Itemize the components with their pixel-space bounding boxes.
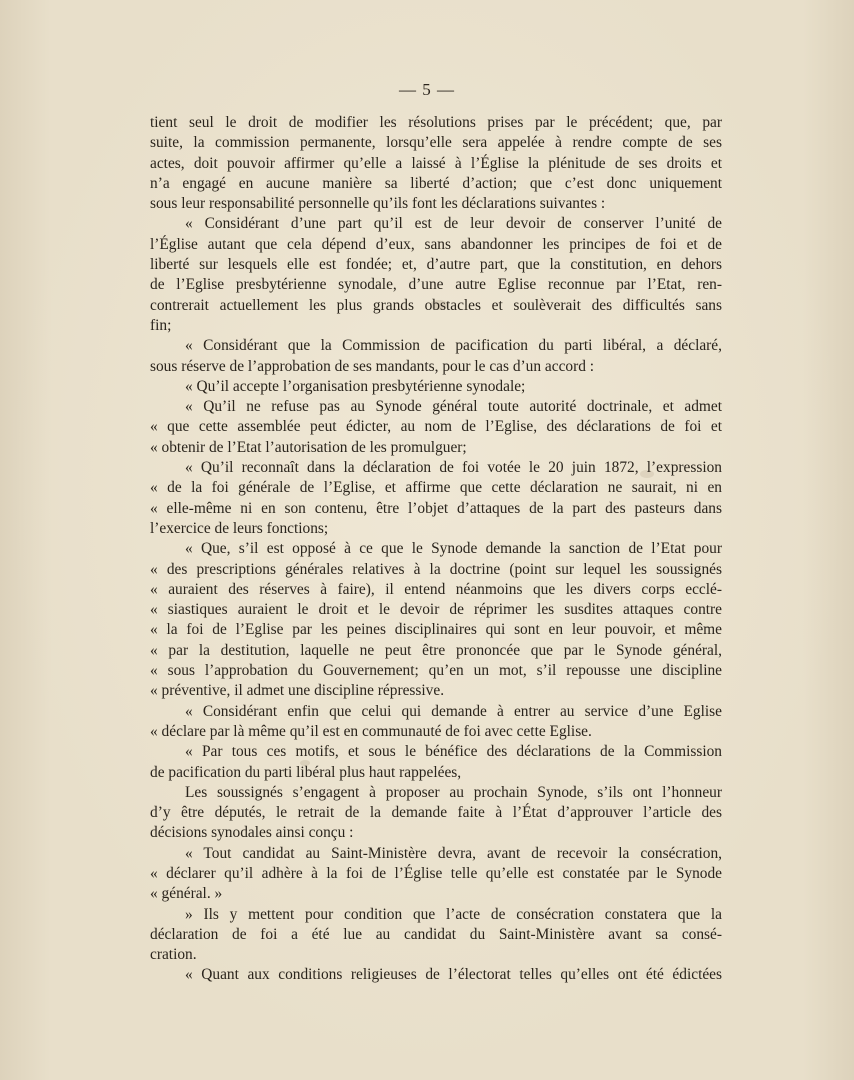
text-line: « Par tous ces motifs, et sous le bénéfice des déclarations de la Commission: [185, 743, 722, 761]
text-line: « elle-même ni en son contenu, être l’objet d’attaques de la part des pasteurs dans: [150, 499, 722, 517]
text-line: sous leur responsabilité personnelle qu’ils font les déclarations suivantes :: [150, 195, 606, 213]
text-line: n’a engagé en aucune manière sa liberté d’action; que c’est donc uniquement: [150, 174, 722, 192]
text-line: l’Église autant que cela dépend d’eux, sans abandonner les principes de foi et de: [150, 235, 722, 253]
text-line: « Quant aux conditions religieuses de l’électorat telles qu’elles ont été édictées: [185, 966, 722, 984]
text-line: « par la destitution, laquelle ne peut être prononcée que par le Synode général,: [150, 641, 722, 659]
text-line: « Tout candidat au Saint-Ministère devra, avant de recevoir la consécration,: [185, 844, 722, 862]
text-line: l’exercice de leurs fonctions;: [150, 519, 329, 537]
text-line: « Qu’il ne refuse pas au Synode général toute autorité doctrinale, et admet: [185, 398, 722, 416]
text-line: « Considérant d’une part qu’il est de leur devoir de conserver l’unité de: [185, 215, 722, 233]
text-line: « siastiques auraient le droit et le devoir de réprimer les susdites attaques contre: [150, 601, 722, 619]
text-line: tient seul le droit de modifier les résolutions prises par le précédent; que, par: [150, 114, 722, 131]
text-line: « auraient des réserves à faire), il entend néanmoins que les divers corps ecclé-: [150, 580, 722, 598]
text-line: « Que, s’il est opposé à ce que le Synode demande la sanction de l’Etat pour: [185, 540, 722, 558]
text-line: de pacification du parti libéral plus haut rappelées,: [150, 763, 462, 781]
text-line: » Ils y mettent pour condition que l’acte de consécration constatera que la: [185, 905, 722, 923]
text-line: déclaration de foi a été lue au candidat du Saint-Ministère avant sa consé-: [150, 925, 722, 943]
text-line: d’y être députés, le retrait de la demande faite à l’État d’approuver l’article des: [150, 804, 722, 822]
text-line: « sous l’approbation du Gouvernement; qu’en un mot, s’il repousse une discipline: [150, 662, 722, 680]
text-line: contrerait actuellement les plus grands obstacles et soulèverait des difficultés sans: [150, 296, 722, 314]
text-line: de l’Eglise presbytérienne synodale, d’une autre Eglise reconnue par l’Etat, ren-: [150, 276, 722, 294]
text-line: actes, doit pouvoir affirmer qu’elle a laissé à l’Église la plénitude de ses droits et: [150, 154, 722, 172]
text-line: liberté sur lesquels elle est fondée; et, d’autre part, que la constitution, en dehors: [150, 256, 722, 274]
text-line: « déclarer qu’il adhère à la foi de l’Église telle qu’elle est constatée par le Synode: [150, 864, 722, 882]
text-line: suite, la commission permanente, lorsqu’elle sera appelée à rendre compte de ses: [150, 134, 722, 152]
text-line: « de la foi générale de l’Eglise, et affirme que cette déclaration ne saurait, ni en: [150, 479, 722, 497]
text-line: fin;: [150, 316, 172, 334]
body-text: [150, 113, 722, 986]
text-line: « Qu’il reconnaît dans la déclaration de foi votée le 20 juin 1872, l’expression: [185, 459, 722, 477]
text-line: « obtenir de l’Etat l’autorisation de les promulguer;: [150, 438, 467, 456]
text-line: décisions synodales ainsi conçu :: [150, 824, 354, 842]
text-line: « général. »: [150, 885, 223, 903]
text-line: Les soussignés s’engagent à proposer au prochain Synode, s’ils ont l’honneur: [185, 783, 722, 801]
text-line: « la foi de l’Eglise par les peines disciplinaires qui sont en leur pouvoir, et même: [150, 621, 722, 639]
text-line: sous réserve de l’approbation de ses mandants, pour le cas d’un accord :: [150, 357, 595, 375]
text-line: « des prescriptions générales relatives à la doctrine (point sur lequel les soussignés: [150, 560, 722, 578]
text-line: « Considérant enfin que celui qui demande à entrer au service d’une Eglise: [185, 702, 722, 720]
text-line: « Considérant que la Commission de pacification du parti libéral, a déclaré,: [185, 337, 722, 355]
page-number: — 5 —: [399, 80, 455, 99]
text-line: « déclare par là même qu’il est en communauté de foi avec cette Eglise.: [150, 722, 592, 740]
text-line: « Qu’il accepte l’organisation presbytérienne synodale;: [185, 377, 526, 395]
text-line: « préventive, il admet une discipline répressive.: [150, 682, 445, 700]
text-line: cration.: [150, 946, 197, 964]
text-line: « que cette assemblée peut édicter, au nom de l’Eglise, des déclarations de foi et: [150, 418, 722, 436]
